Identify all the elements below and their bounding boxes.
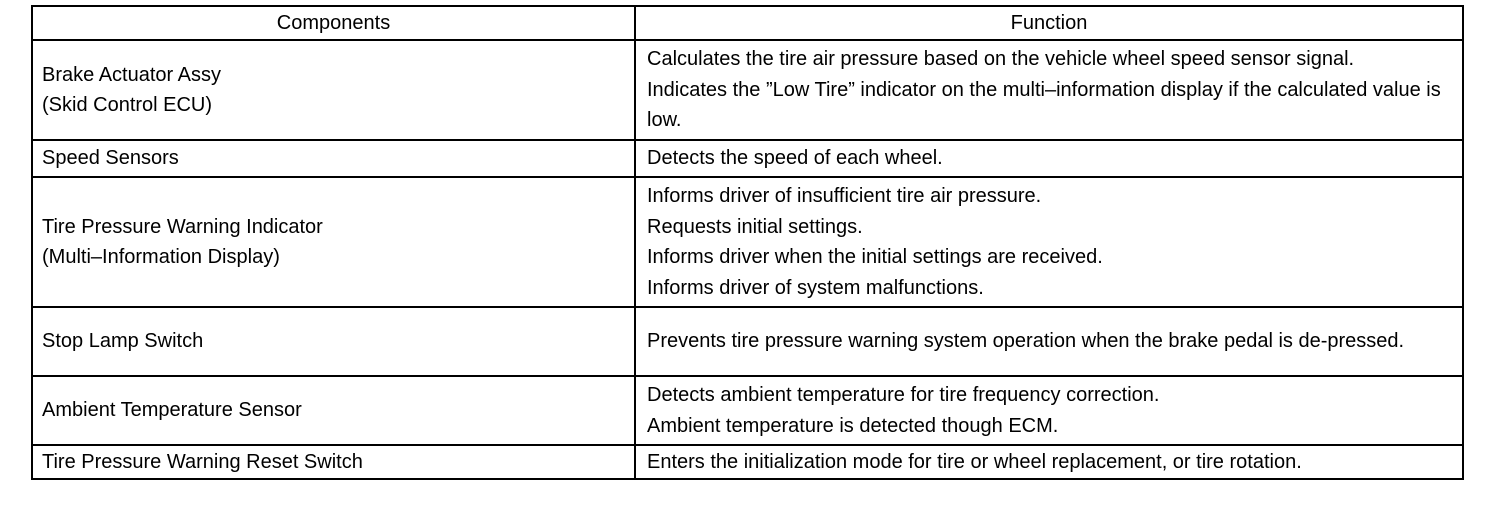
function-cell: Detects the speed of each wheel. bbox=[635, 140, 1463, 177]
components-function-table bbox=[31, 5, 1464, 480]
component-cell: Ambient Temperature Sensor bbox=[32, 376, 635, 445]
components-function-table-container bbox=[31, 5, 1462, 480]
component-cell: Tire Pressure Warning Indicator (Multi–Information Display) bbox=[32, 177, 635, 307]
table-row bbox=[32, 376, 1463, 445]
table-row bbox=[32, 177, 1463, 307]
function-cell: Prevents tire pressure warning system operation when the brake pedal is de-pressed. bbox=[635, 307, 1463, 376]
table-row bbox=[32, 307, 1463, 376]
function-cell: Detects ambient temperature for tire frequency correction. Ambient temperature is detected though ECM. bbox=[635, 376, 1463, 445]
component-cell: Tire Pressure Warning Reset Switch bbox=[32, 445, 635, 479]
component-cell: Stop Lamp Switch bbox=[32, 307, 635, 376]
table-row bbox=[32, 445, 1463, 479]
function-cell: Informs driver of insufficient tire air pressure. Requests initial settings. Informs driver when the initial settings are received. Informs driver of system malfunctions. bbox=[635, 177, 1463, 307]
table-row bbox=[32, 140, 1463, 177]
component-cell: Speed Sensors bbox=[32, 140, 635, 177]
function-cell: Enters the initialization mode for tire or wheel replacement, or tire rotation. bbox=[635, 445, 1463, 479]
table-header-row bbox=[32, 6, 1463, 40]
function-cell: Calculates the tire air pressure based on the vehicle wheel speed sensor signal. Indicates the ”Low Tire” indicator on the multi–information display if the calculated value is low. bbox=[635, 40, 1463, 140]
component-cell: Brake Actuator Assy (Skid Control ECU) bbox=[32, 40, 635, 140]
header-function: Function bbox=[635, 6, 1463, 40]
header-components: Components bbox=[32, 6, 635, 40]
table-row bbox=[32, 40, 1463, 140]
